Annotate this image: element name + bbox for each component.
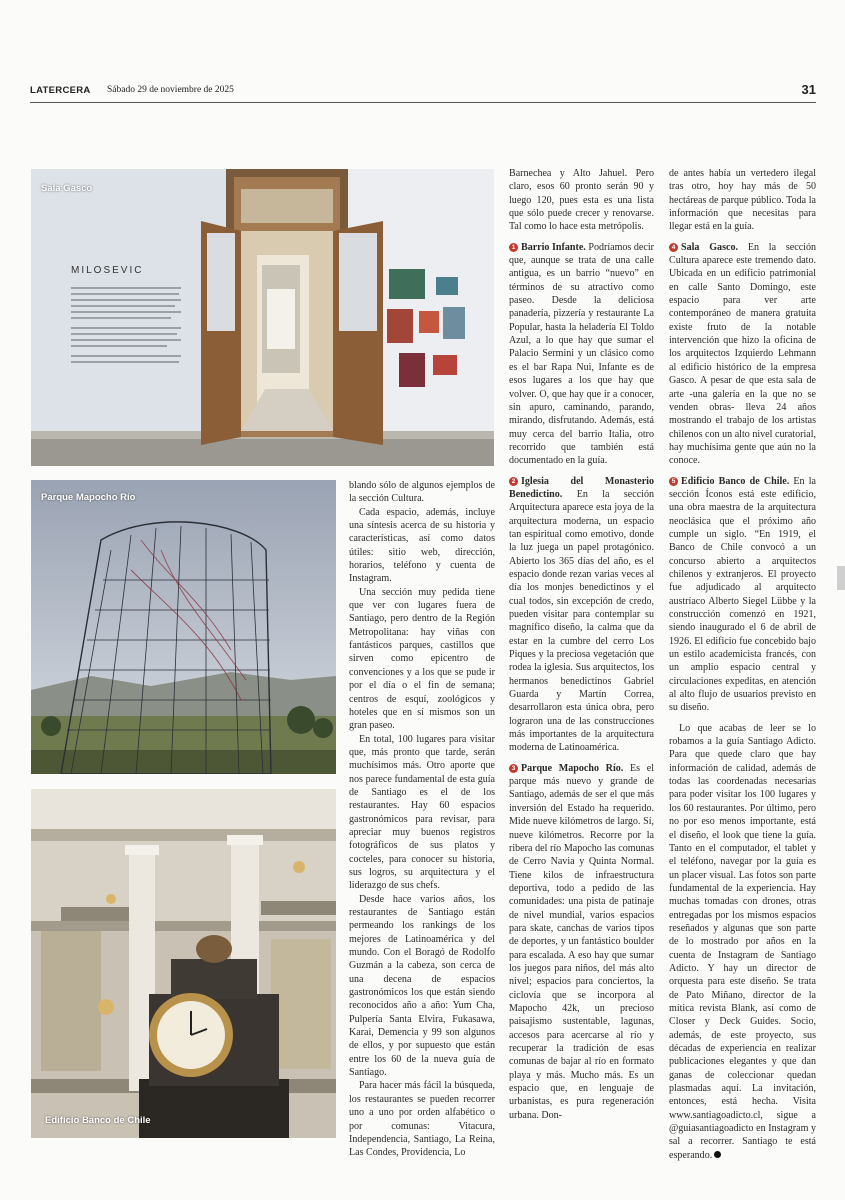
section-title: Parque Mapocho Río. bbox=[521, 762, 624, 774]
photo-caption-sala-gasco: Sala Gasco bbox=[41, 183, 93, 194]
section-body: En la sección Arquitectura aparece esta joya de la arquitectura moderna, un espacio tan espiritual como emotivo, donde la luz juega un papel protagónico. Abierto los 365 días del año, es el espacio donde rezan varias veces al día los monjes benedictinos y el cual todos, sin excepción de credo, pueden visitar para contemplar su magnífico diseño, la calma que da estar en la cumbre del cerro Los Piques y la preciosa vegetación que rodea la iglesia. Sus arquitectos, los hermanos benedictinos Gabriel Guarda y Martín Correa, desarrollaron esta única obra, pero lograron una de las construcciones más importantes de la arquitectura moderna de Latinoamérica. bbox=[509, 488, 654, 754]
photo-sala-gasco bbox=[31, 169, 494, 466]
closing-text: Lo que acabas de leer se lo robamos a la guía Santiago Adicto. Para que quede claro que hay información de calidad, además de todas las coordenadas necesarias para poder visitar los 100 lugares y los 60 restaurantes. Por último, pero no por eso menos importante, está el diseño, el look que tiene la guía. Tanto en el computador, el tablet y el teléfono, navegar por la guía es un placer visual. Las fotos son parte fundamental de la experiencia. Hay muchas tomadas con drones, otras entregadas por los mismos espacios reseñados y algunas que son parte de lo mostrado por años en la cuenta de Instagram de Santiago Adicto. Y hay un director de orquesta para este diseño. Se trata de Pato Miñano, director de la mítica revista Blank, así como de Closer y Deck Guides. Socio, además, de este proyecto, sus décadas de experiencia en realizar publicaciones elegantes y que dan ganas de coleccionar quedan plasmadas aquí. La invitación, entonces, está hecha. Visita www.santiagoadicto.cl, sigue a @guiasantiagoadicto en Instagram y sal a recorrer. Santiago te está esperando. bbox=[669, 722, 816, 1161]
svg-text:MILOSEVIC: MILOSEVIC bbox=[71, 265, 144, 276]
section-body: En la sección Cultura aparece este tremendo dato. Ubicada en un edificio patrimonial en calle Santo Domingo, este espacio para ver arte contemporáneo de manera gratuita existe fruto de la notable intervención que hizo la oficina de los arquitectos Izquierdo Lehmann al edificio histórico de la empresa Gasco. A pesar de que esta sala de arte -una galería en la que no se venden obras- lleva 24 años mostrando el trabajo de los artistas chilenos con un alto nivel curatorial, hay muchísima gente que aún no la conoce. bbox=[669, 241, 816, 467]
section-number-badge: 4 bbox=[669, 243, 678, 252]
issue-date: Sábado 29 de noviembre de 2025 bbox=[107, 85, 234, 95]
section-body: Es el parque más nuevo y grande de Santiago, además de ser el que más inversión del Estado ha requerido. Mide nueve kilómetros de largo. Sí, nueve kilómetros. Recorre por la ribera del río Mapocho las comunas de Cerro Navia y Quinta Normal. Tiene kilos de infraestructura deportiva, todo a pedido de las comunidades: una pista de patinaje de nivel mundial, varios espacios para skate, canchas de varios tipos de deportes, y un fantástico boulder para escalada. A eso hay que sumar los juegos para niños, del más alto nivel; espacios para conciertos, la ciclovía que se incorpora al Mapocho 42k, un precioso paisajismo sustentable, lagunas, accesos para acercarse al río y recuperar la tradición de esas comunas de bajar al río en formato playa y más. Mucho más. Es un espacio que, en lenguaje de urbanistas, es pura regeneración urbana. Don- bbox=[509, 762, 654, 1121]
section-number-badge: 3 bbox=[509, 764, 518, 773]
photo-caption-parque-mapocho: Parque Mapocho Río bbox=[41, 492, 136, 503]
section-title: Sala Gasco. bbox=[681, 241, 738, 253]
page-edge-tab bbox=[837, 566, 845, 590]
section-barrio-infante bbox=[509, 241, 654, 468]
article-column-2 bbox=[509, 167, 654, 1122]
page-header bbox=[30, 82, 816, 103]
section-body: En la sección Íconos está este edificio, una obra maestra de la arquitectura neoclásica que el próximo año cumple un siglo. “En 1919, el Banco de Chile convocó a un concurso abierto a arquitectos chilenos y extranjeros. El proyecto fue adjudicado al arquitecto austríaco Alberto Siegel Lübbe y la construcción comenzó en 1921, siendo inaugurado el 6 de abril de 1926. El edificio fue concebido bajo un estilo academicista francés, con un amplio espacio central y circulaciones expeditas, en atención al alto flujo de usuarios previsto en su diseño. bbox=[669, 475, 817, 714]
section-body: Podríamos decir que, aunque se trata de una calle antigua, es un barrio “nuevo” en términos de su atractivo como paseo. Desde la deliciosa panadería, pizzería y restaurante La Popular, hasta la heladería El Toldo Azul, a lo que hay que sumar el Palacio Sermini y un clásico como es el bar Rapa Nui, Infante es de esos lugares a los que hay que volver. O, que hay que ir a conocer, sin apuro, caminando, parando, mirando, disfrutando. Además, está muy cerca del barrio Italia, otro recorrido que también está documentado en la guía. bbox=[509, 241, 654, 467]
photo-parque-mapocho bbox=[31, 480, 336, 774]
article-column-1 bbox=[349, 479, 495, 1160]
section-number-badge: 2 bbox=[509, 477, 518, 486]
section-parque-mapocho bbox=[509, 762, 654, 1122]
photo-banco-chile bbox=[31, 789, 336, 1138]
closing-paragraph bbox=[669, 722, 816, 1162]
paragraph: Desde hace varios años, los restaurantes de Santiago están permeando los rankings de los mejores de Latinoamérica y del mundo. Con el Boragó de Rodolfo Guzmán a la cabeza, son cerca de una decena de espacios gastronómicos los que están siendo reconocidos año a año: Yum Cha, Pulpería Santa Elvira, Fukasawa, Karai, Demencia y 99 son algunos de ellos, y por supuesto que están entre los 60 de la nueva guía de Santiago. bbox=[349, 893, 495, 1079]
section-title: Iglesia del Monasterio Benedictino. bbox=[509, 475, 654, 500]
section-title: Edificio Banco de Chile. bbox=[681, 475, 790, 487]
article-column-3 bbox=[669, 167, 816, 1162]
paragraph: de antes había un vertedero ilegal tras otro, hoy hay más de 50 hectáreas de parque público. Toda la información que necesitas para llegar está en la guía. bbox=[669, 168, 816, 233]
end-of-article-mark bbox=[714, 1151, 721, 1158]
section-number-badge: 1 bbox=[509, 243, 518, 252]
section-number-badge: 5 bbox=[669, 477, 678, 486]
section-title: Barrio Infante. bbox=[521, 241, 586, 253]
paragraph: Para hacer más fácil la búsqueda, los restaurantes se pueden recorrer uno a uno por orden alfabético o por comunas: Vitacura, Independencia, Santiago, La Reina, Las Condes, Providencia, Lo bbox=[349, 1080, 495, 1159]
paragraph: Cada espacio, además, incluye una síntesis acerca de su historia y características, así como datos útiles: sitio web, dirección, horarios, teléfono y cuenta de Instagram. bbox=[349, 506, 495, 585]
paragraph: Una sección muy pedida tiene que ver con lugares fuera de Santiago, pero dentro de la Región Metropolitana: hay viñas con fantásticos parques, castillos que sirven como epicentro de convenciones y a los que se pude ir por el día o el fin de semana; centros de esquí, zoológicos y hoteles que en sí mismos son un gran paseo. bbox=[349, 586, 495, 732]
section-iglesia-monasterio bbox=[509, 475, 654, 755]
paragraph: En total, 100 lugares para visitar que, más pronto que tarde, serán muchísimos más. Otro aporte que nos parece fundamental de esta guía de Santiago es el de los restaurantes. Hay 60 espacios gastronómicos para revisar, para apreciar muy buenos registros fotográficos de sus platos y cocteles, para conocer su historia, sus logros, su arquitectura y el liderazgo de sus chefs. bbox=[349, 733, 495, 892]
section-banco-chile bbox=[669, 475, 816, 715]
paragraph: Barnechea y Alto Jahuel. Pero claro, esos 60 pronto serán 90 y luego 120, pues esta es una lista que sólo puede crecer y renovarse. Tal como lo hace esta metrópolis. bbox=[509, 168, 654, 233]
section-sala-gasco bbox=[669, 241, 816, 468]
photo-caption-banco-chile: Edificio Banco de Chile bbox=[45, 1115, 151, 1126]
page-number: 31 bbox=[801, 82, 816, 97]
paragraph: blando sólo de algunos ejemplos de la sección Cultura. bbox=[349, 480, 495, 505]
newspaper-brand: LATERCERA bbox=[30, 85, 91, 96]
